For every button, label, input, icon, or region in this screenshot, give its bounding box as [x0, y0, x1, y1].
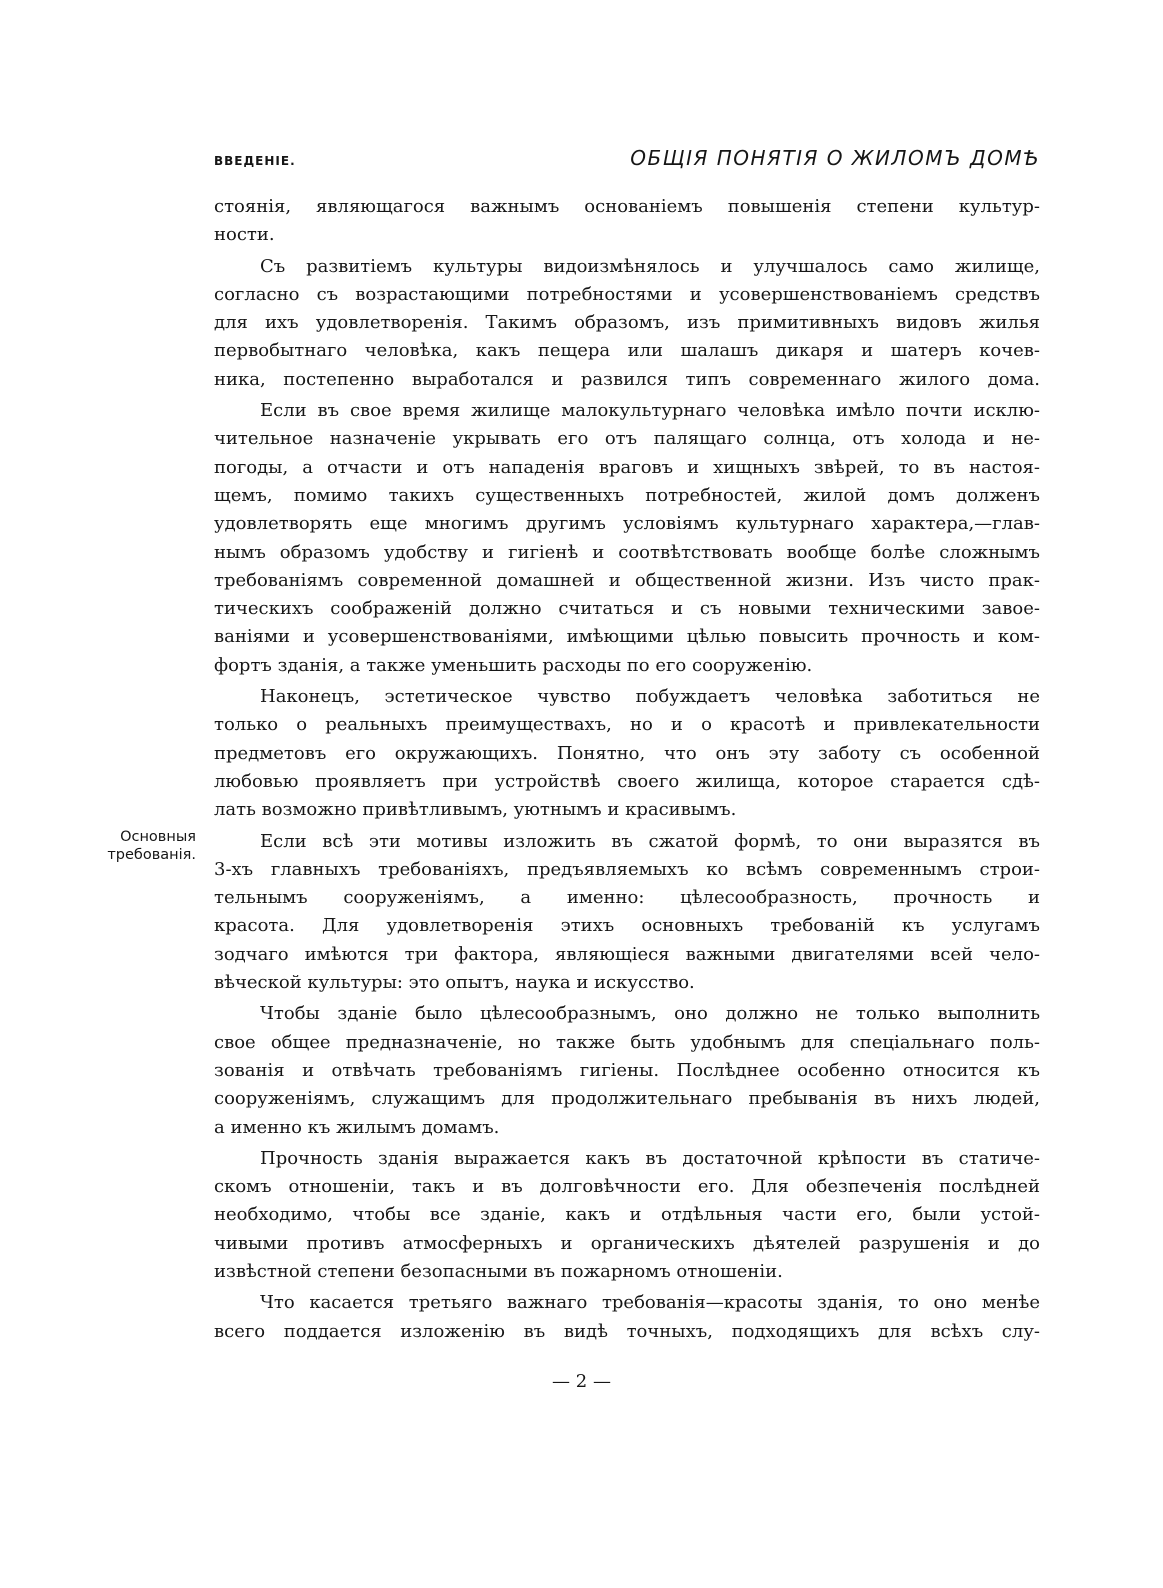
text-line: вѣческой культуры: это опытъ, наука и искусство. [214, 972, 695, 994]
paragraph-aesthetics [214, 683, 1040, 824]
paragraph-dwelling-evolution [214, 253, 1040, 394]
page-number: — 2 — [552, 1371, 611, 1392]
text-line: нымъ образомъ удобству и гигіенѣ и соотвѣтствовать вообще болѣе сложнымъ [214, 541, 1040, 563]
text-line: ности. [214, 224, 275, 246]
text-line: ника, постепенно выработался и развился типъ современнаго жилого дома. [214, 368, 1040, 390]
text-line: стоянія, являющагося важнымъ основаніемъ повышенія степени культур- [214, 196, 1040, 217]
text-line: чивыми противъ атмосферныхъ и органическихъ дѣятелей разрушенія и до [214, 1232, 1040, 1254]
chapter-title: ОБЩІЯ ПОНЯТІЯ О ЖИЛОМЪ ДОМѢ [630, 146, 1040, 170]
margin-note [100, 828, 196, 864]
text-line: удовлетворять еще многимъ другимъ условіямъ культурнаго характера,—глав- [214, 513, 1040, 535]
text-line: сооруженіямъ, служащимъ для продолжительнаго пребыванія въ нихъ людей, [214, 1088, 1040, 1110]
body-text [214, 193, 1040, 1346]
text-line: зодчаго имѣются три фактора, являющіеся важными двигателями всей чело- [214, 943, 1040, 965]
text-line: тельнымъ сооруженіямъ, а именно: цѣлесообразность, прочность и [214, 887, 1040, 909]
text-line: 3-хъ главныхъ требованіяхъ, предъявляемыхъ ко всѣмъ современнымъ строи- [214, 858, 1040, 880]
text-line: а именно къ жилымъ домамъ. [214, 1116, 500, 1138]
text-line: свое общее предназначеніе, но также быть удобнымъ для спеціальнаго поль- [214, 1031, 1040, 1053]
paragraph-dwelling-purpose [214, 397, 1040, 680]
text-line: требованіямъ современной домашней и общественной жизни. Изъ чисто прак- [214, 569, 1040, 591]
paragraph-durability [214, 1145, 1040, 1286]
text-line: Если въ свое время жилище малокультурнаго человѣка имѣло почти исклю- [260, 400, 1040, 422]
text-line: первобытнаго человѣка, какъ пещера или шалашъ дикаря и шатеръ кочев- [214, 340, 1040, 362]
paragraph-expedience [214, 1000, 1040, 1141]
margin-note-line: Основныя [120, 829, 196, 845]
text-line: скомъ отношеніи, такъ и въ долговѣчности его. Для обезпеченія послѣдней [214, 1176, 1040, 1198]
paragraph-main-requirements [214, 828, 1040, 998]
text-line: чительное назначеніе укрывать его отъ палящаго солнца, отъ холода и не- [214, 428, 1040, 450]
paragraph-beauty [214, 1289, 1040, 1346]
text-line: фортъ зданія, а также уменьшить расходы по его сооруженію. [214, 654, 813, 676]
text-line: Если всѣ эти мотивы изложить въ сжатой формѣ, то они выразятся въ [260, 830, 1040, 852]
text-line: зованія и отвѣчать требованіямъ гигіены. Послѣднее особенно относится къ [214, 1059, 1040, 1081]
paragraph-continued [214, 193, 1040, 250]
text-line: ваніями и усовершенствованіями, имѣющими цѣлью повысить прочность и ком- [214, 626, 1040, 648]
text-line: погоды, а отчасти и отъ нападенія враговъ и хищныхъ звѣрей, то въ настоя- [214, 456, 1040, 478]
text-line: тическихъ соображеній должно считаться и съ новыми техническими завое- [214, 598, 1040, 620]
text-line: щемъ, помимо такихъ существенныхъ потребностей, жилой домъ долженъ [214, 484, 1040, 506]
text-line: предметовъ его окружающихъ. Понятно, что онъ эту заботу съ особенной [214, 742, 1040, 764]
text-line: извѣстной степени безопасными въ пожарномъ отношеніи. [214, 1260, 783, 1282]
text-line: необходимо, чтобы все зданіе, какъ и отдѣльныя части его, были устой- [214, 1204, 1040, 1226]
text-line: Что касается третьяго важнаго требованія—красоты зданія, то оно менѣе [260, 1292, 1040, 1314]
text-line: всего поддается изложенію въ видѣ точныхъ, подходящихъ для всѣхъ слу- [214, 1320, 1040, 1342]
text-line: Наконецъ, эстетическое чувство побуждаетъ человѣка заботиться не [260, 686, 1040, 708]
text-line: любовью проявляетъ при устройствѣ своего жилища, которое старается сдѣ- [214, 770, 1040, 792]
text-line: Чтобы зданіе было цѣлесообразнымъ, оно должно не только выполнить [260, 1003, 1040, 1025]
section-label: ВВЕДЕНІЕ. [214, 154, 296, 168]
text-line: Прочность зданія выражается какъ въ достаточной крѣпости въ статиче- [260, 1147, 1040, 1169]
running-header [214, 146, 1040, 176]
text-line: для ихъ удовлетворенія. Такимъ образомъ, изъ примитивныхъ видовъ жилья [214, 312, 1040, 334]
text-line: красота. Для удовлетворенія этихъ основныхъ требованій къ услугамъ [214, 915, 1040, 937]
margin-note-line: требованія. [107, 847, 196, 863]
text-line: только о реальныхъ преимуществахъ, но и о красотѣ и привлекательности [214, 714, 1040, 736]
text-line: согласно съ возрастающими потребностями и усовершенствованіемъ средствъ [214, 283, 1040, 305]
text-line: лать возможно привѣтливымъ, уютнымъ и красивымъ. [214, 799, 737, 821]
text-line: Съ развитіемъ культуры видоизмѣнялось и улучшалось само жилище, [260, 255, 1040, 277]
